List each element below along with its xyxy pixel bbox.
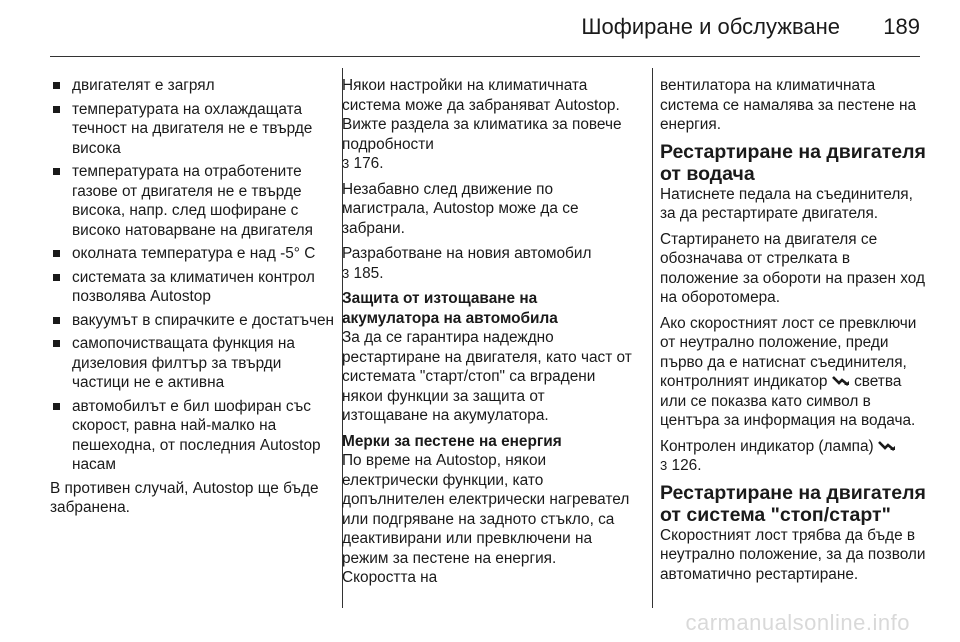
list-item: самопочистващата функция на дизеловия филтър за твърди частици не е активна — [50, 334, 335, 393]
column-2 — [342, 76, 632, 594]
column-divider-2 — [652, 68, 653, 608]
paragraph: Незабавно след движение по магистрала, Autostop може да се забрани. — [342, 180, 579, 237]
page-ref[interactable]: 176. — [353, 155, 384, 172]
paragraph: Стартирането на двигателя се обозначава от стрелката в положение за обороти на празен ход на оборотомера. — [660, 230, 925, 306]
list-item: температурата на охлаждащата течност на двигателя не е твърде висока — [50, 100, 335, 159]
paragraph: Разработване на новия автомобил 3 185. — [342, 245, 592, 282]
paragraph: По време на Autostop, някои електрически функции, като допълнителен електрически нагревател или подгряване на задното стъкло, са деактивирани или превключени на режим за пестене на енергия. Скоростта на — [342, 452, 630, 586]
page-ref[interactable]: 126. — [671, 457, 702, 474]
list-item: автомобилът е бил шофиран със скорост, равна най-малко на пешеходна, от последния Autostop насам — [50, 397, 335, 475]
section-heading: Рестартиране на двигателя от водача — [660, 140, 926, 185]
bullet-icon — [53, 168, 60, 175]
section-heading: Мерки за пестене на енергия — [342, 432, 562, 450]
page-number: 189 — [883, 14, 920, 39]
closing-paragraph: В противен случай, Autostop ще бъде забранена. — [50, 479, 319, 516]
list-item: вакуумът в спирачките е достатъчен — [50, 311, 335, 331]
bullet-icon — [53, 403, 60, 410]
paragraph: Ако скоростният лост се превключи от неутрално положение, преди първо да е натиснат съединителя, контролният индикатор светва или се показва като символ в центъра за информация на водача. — [660, 314, 917, 429]
page-header — [50, 14, 920, 44]
list-item: системата за климатичен контрол позволява Autostop — [50, 268, 335, 307]
autostop-indicator-icon — [832, 375, 850, 387]
paragraph: вентилатора на климатичната система се намалява за пестене на енергия. — [660, 77, 917, 133]
paragraph: За да се гарантира надеждно рестартиране на двигателя, като част от системата "старт/стоп" са вградени някои функции за защита от изтощаване на акумулатора. — [342, 329, 632, 424]
paragraph: Натиснете педала на съединителя, за да рестартирате двигателя. — [660, 185, 913, 222]
page-ref-arrow-icon: 3 — [342, 156, 350, 171]
paragraph: Скоростният лост трябва да бъде в неутрално положение, за да позволи автоматично рестартиране. — [660, 526, 926, 583]
page-ref-arrow-icon: 3 — [660, 458, 668, 473]
list-item: околната температура е над -5° C — [50, 244, 335, 264]
bullet-icon — [53, 317, 60, 324]
autostop-indicator-icon — [878, 440, 896, 452]
bullet-icon — [53, 106, 60, 113]
list-item: температурата на отработените газове от двигателя не е твърде висока, напр. след шофиране с високо натоварване на двигателя — [50, 162, 335, 240]
page-ref[interactable]: 185. — [353, 264, 384, 282]
paragraph: Контролен индикатор (лампа) 3 126. — [660, 437, 930, 476]
bullet-icon — [53, 250, 60, 257]
bullet-icon — [53, 340, 60, 347]
bullet-icon — [53, 274, 60, 281]
watermark: carmanualsonline.info — [685, 610, 910, 635]
header-rule — [50, 56, 920, 57]
page-ref-arrow-icon: 3 — [342, 265, 350, 281]
paragraph: Някои настройки на климатичната система може да забраняват Autostop. Вижте раздела за климатика за повече подробности 3 176. — [342, 77, 622, 172]
conditions-list — [50, 76, 335, 475]
section-heading: Защита от изтощаване на акумулатора на автомобила — [342, 290, 558, 327]
column-3 — [660, 76, 930, 590]
column-1 — [50, 76, 335, 524]
section-heading: Рестартиране на двигателя от система "стоп/старт" — [660, 481, 926, 526]
page-title: Шофиране и обслужване — [581, 14, 840, 39]
bullet-icon — [53, 82, 60, 89]
list-item: двигателят е загрял — [50, 76, 335, 96]
